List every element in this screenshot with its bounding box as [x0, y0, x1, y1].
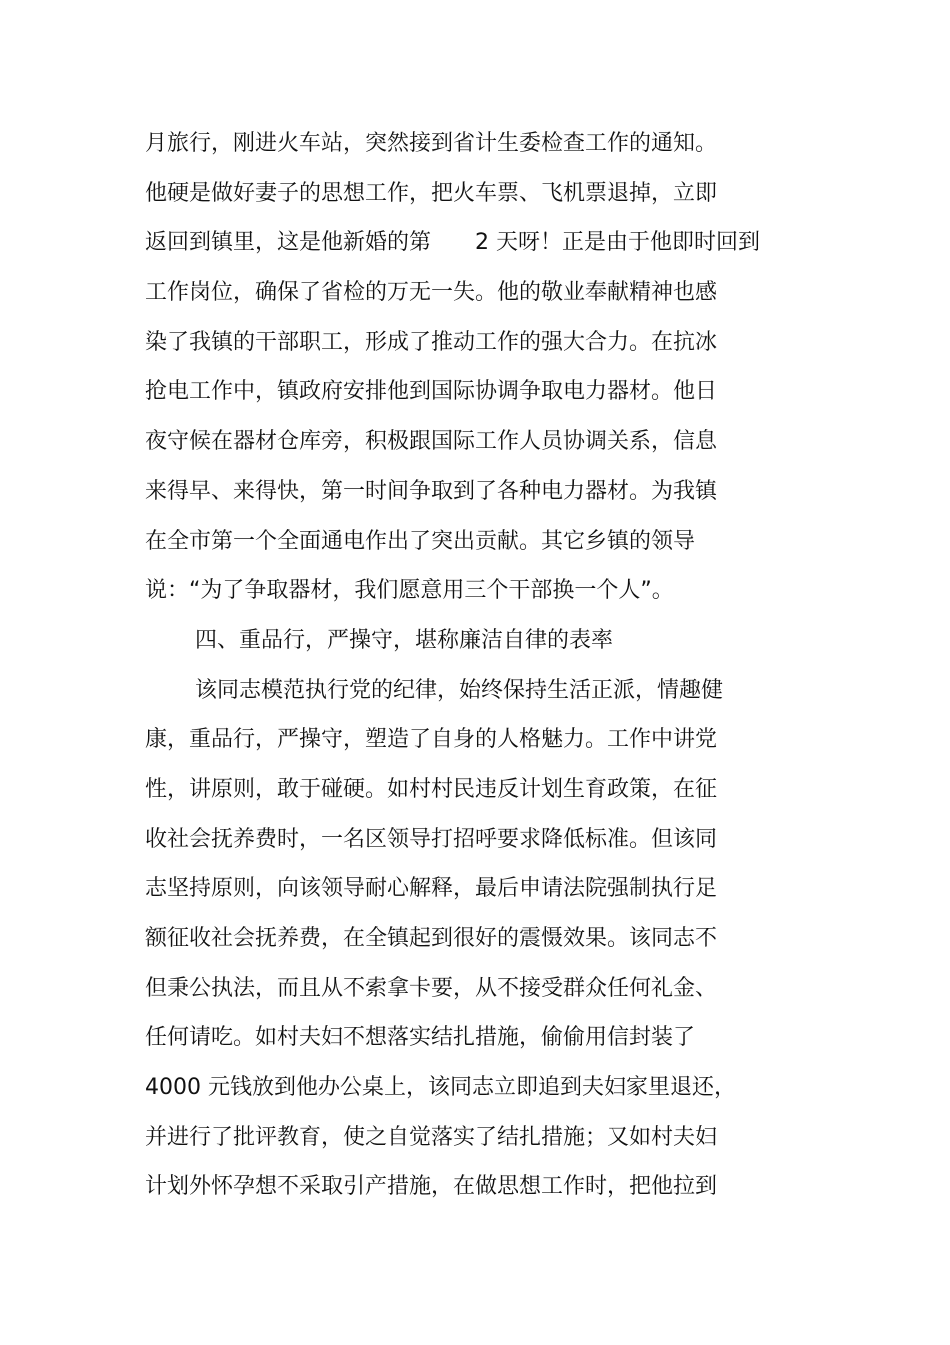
text-line: 性，讲原则，敢于碰硬。如村村民违反计划生育政策，在征: [145, 776, 718, 802]
section-heading: 四、重品行，严操守，堪称廉洁自律的表率: [195, 627, 614, 653]
text-line: 并进行了批评教育，使之自觉落实了结扎措施；又如村夫妇: [145, 1124, 718, 1150]
text-line: 说：“为了争取器材，我们愿意用三个干部换一个人”。: [145, 578, 674, 604]
text-line: 返回到镇里，这是他新婚的第 2 天呀！正是由于他即时回到: [145, 230, 760, 256]
text-line: 来得早、来得快，第一时间争取到了各种电力器材。为我镇: [145, 478, 718, 504]
text-line: 但秉公执法，而且从不索拿卡要，从不接受群众任何礼金、: [145, 975, 718, 1001]
text-line: 抢电工作中，镇政府安排他到国际协调争取电力器材。他日: [145, 379, 718, 405]
paragraph-first-line: 该同志模范执行党的纪律，始终保持生活正派，情趣健: [195, 677, 724, 703]
text-line: 工作岗位，确保了省检的万无一失。他的敬业奉献精神也感: [145, 280, 718, 306]
text-line: 任何请吃。如村夫妇不想落实结扎措施，偷偷用信封装了: [145, 1025, 696, 1051]
text-line: 志坚持原则，向该领导耐心解释，最后申请法院强制执行足: [145, 876, 718, 902]
text-line: 额征收社会抚养费，在全镇起到很好的震慑效果。该同志不: [145, 926, 718, 951]
text-line: 月旅行，刚进火车站，突然接到省计生委检查工作的通知。: [145, 131, 718, 156]
text-line: 夜守候在器材仓库旁，积极跟国际工作人员协调关系，信息: [145, 429, 718, 455]
body-text: [145, 119, 845, 1212]
text-line: 4000 元钱放到他办公桌上，该同志立即追到夫妇家里退还，: [145, 1075, 736, 1101]
text-line: 在全市第一个全面通电作出了突出贡献。其它乡镇的领导: [145, 528, 696, 554]
text-line: 康，重品行，严操守，塑造了自身的人格魅力。工作中讲党: [145, 727, 718, 753]
text-line: 他硬是做好妻子的思想工作，把火车票、飞机票退掉，立即: [145, 180, 718, 206]
text-line: 染了我镇的干部职工，形成了推动工作的强大合力。在抗冰: [145, 329, 718, 355]
text-line: 计划外怀孕想不采取引产措施，在做思想工作时，把他拉到: [145, 1174, 718, 1200]
text-line: 收社会抚养费时，一名区领导打招呼要求降低标准。但该同: [145, 826, 718, 852]
